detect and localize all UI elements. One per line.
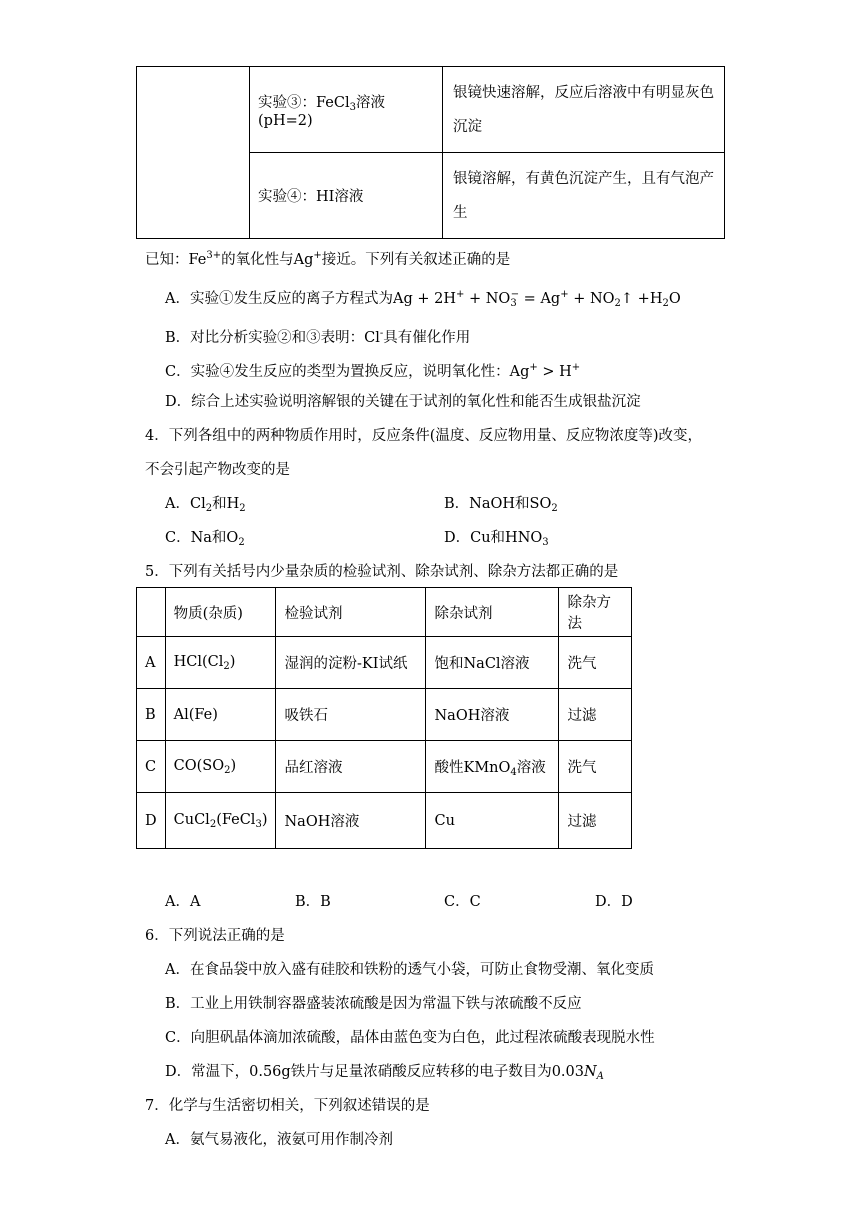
observation-line: 银镜溶解，有黄色沉淀产生，且有气泡产: [453, 170, 714, 187]
row-label: D: [137, 793, 166, 849]
header-cell: 物质(杂质): [165, 588, 276, 637]
experiment-group-cell: [137, 67, 250, 239]
experiment-table: [136, 66, 725, 239]
substance-cell: $HCl(Cl_2)$: [165, 637, 276, 689]
removal-reagent-cell: Cu: [426, 793, 559, 849]
experiment-observation: [443, 153, 725, 239]
removal-reagent-cell: 酸性KMnO$_4$溶液: [426, 741, 559, 793]
method-cell: 过滤: [559, 689, 632, 741]
method-cell: 洗气: [559, 637, 632, 689]
q3-option-b: B．对比分析实验②和③表明：Cl-具有催化作用: [165, 328, 471, 346]
q3-given-text: 已知：$Fe^{3+}$的氧化性与Ag+接近。下列有关叙述正确的是: [145, 250, 511, 268]
substance-cell: CuCl$_2$(FeCl$_3$): [165, 793, 276, 849]
experiment-row: [137, 67, 725, 153]
header-cell: 除杂试剂: [426, 588, 559, 637]
removal-reagent-cell: 饱和NaCl溶液: [426, 637, 559, 689]
q6-option-b: B．工业上用铁制容器盛装浓硫酸是因为常温下铁与浓硫酸不反应: [165, 996, 582, 1012]
table-row: [137, 741, 632, 793]
q5-option-b: B．B: [295, 894, 331, 910]
q7-stem: 7．化学与生活密切相关，下列叙述错误的是: [145, 1098, 430, 1114]
header-cell: 检验试剂: [276, 588, 426, 637]
observation-line: 沉淀: [453, 118, 482, 135]
q5-option-c: C．C: [444, 894, 481, 910]
test-reagent-cell: NaOH溶液: [276, 793, 426, 849]
method-cell: 洗气: [559, 741, 632, 793]
q5-stem: 5．下列有关括号内少量杂质的检验试剂、除杂试剂、除杂方法都正确的是: [145, 564, 619, 580]
q5-option-a: A．A: [165, 894, 201, 910]
q4-option-a: A．$Cl_2$和$H_2$: [165, 496, 246, 514]
table-row: [137, 793, 632, 849]
header-cell: [137, 588, 166, 637]
impurity-table: [136, 587, 632, 849]
table-row: [137, 637, 632, 689]
q3-option-c: C．实验④发生反应的类型为置换反应，说明氧化性：Ag+ > H+: [165, 362, 581, 380]
row-label: A: [137, 637, 166, 689]
q3-option-d: D．综合上述实验说明溶解银的关键在于试剂的氧化性和能否生成银盐沉淀: [165, 394, 641, 410]
q6-option-c: C．向胆矾晶体滴加浓硫酸，晶体由蓝色变为白色，此过程浓硫酸表现脱水性: [165, 1030, 655, 1046]
q5-option-d: D．D: [595, 894, 633, 910]
header-cell: 除杂方法: [559, 588, 632, 637]
test-reagent-cell: 吸铁石: [276, 689, 426, 741]
experiment-label: 实验④：HI溶液: [250, 153, 443, 239]
q4-stem-line2: 不会引起产物改变的是: [145, 462, 290, 478]
test-reagent-cell: 品红溶液: [276, 741, 426, 793]
q7-option-a: A．氨气易液化，液氨可用作制冷剂: [165, 1132, 393, 1148]
table-header-row: [137, 588, 632, 637]
removal-reagent-cell: NaOH溶液: [426, 689, 559, 741]
q6-option-d: D．常温下，0.56g铁片与足量浓硝酸反应转移的电子数目为$0.03N_A$: [165, 1064, 604, 1082]
table-row: [137, 689, 632, 741]
observation-line: 银镜快速溶解，反应后溶液中有明显灰色: [453, 84, 714, 101]
experiment-observation: [443, 67, 725, 153]
q6-option-a: A．在食品袋中放入盛有硅胶和铁粉的透气小袋，可防止食物受潮、氧化变质: [165, 962, 654, 978]
substance-cell: Al(Fe): [165, 689, 276, 741]
q3-option-a: A．实验①发生反应的离子方程式为$Ag + 2H^+ + NO_3^- = Ag^+$ + $NO_2↑ +H_2O$: [165, 289, 681, 309]
q4-option-b: B．NaOH和$SO_2$: [444, 496, 558, 514]
substance-cell: $CO(SO_2)$: [165, 741, 276, 793]
row-label: C: [137, 741, 166, 793]
experiment-label: 实验③：FeCl$_3$溶液(pH=2): [250, 67, 443, 153]
observation-line: 生: [453, 204, 468, 221]
test-reagent-cell: 湿润的淀粉-KI试纸: [276, 637, 426, 689]
method-cell: 过滤: [559, 793, 632, 849]
row-label: B: [137, 689, 166, 741]
q4-option-c: C．Na和$O_2$: [165, 530, 245, 548]
q4-option-d: D．Cu和$HNO_3$: [444, 530, 549, 548]
q4-stem-line1: 4．下列各组中的两种物质作用时，反应条件(温度、反应物用量、反应物浓度等)改变，: [145, 428, 703, 444]
q6-stem: 6．下列说法正确的是: [145, 928, 285, 944]
